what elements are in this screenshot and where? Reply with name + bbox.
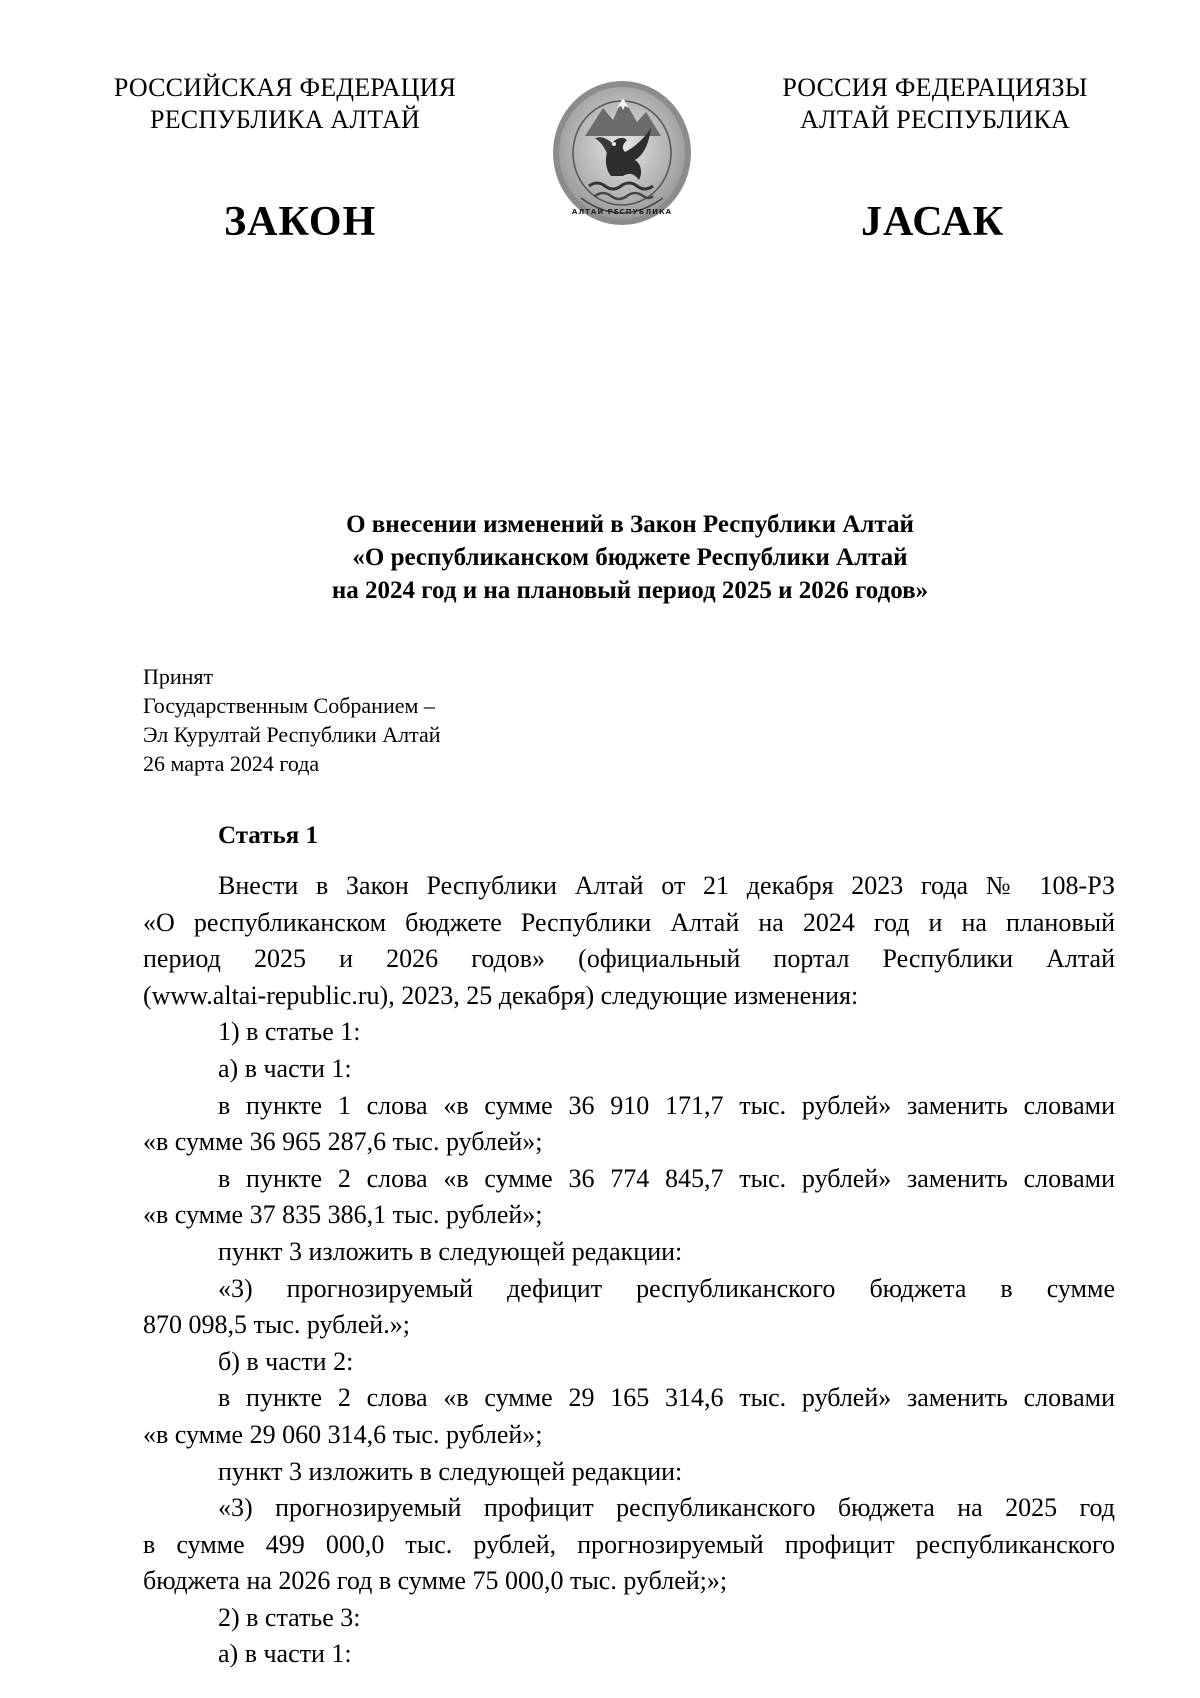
body-line: «О республиканском бюджете Республики Алтай на 2024 год и на плановый [143, 907, 1115, 937]
header-right-line2: АЛТАЙ РЕСПУБЛИКА [800, 105, 1070, 134]
body-line: «в сумме 36 965 287,6 тыс. рублей»; [143, 1127, 543, 1157]
body-line: (www.altai-republic.ru), 2023, 25 декабря) следующие изменения: [143, 980, 859, 1010]
body-line: пункт 3 изложить в следующей редакции: [218, 1456, 683, 1486]
body-line: 870 098,5 тыс. рублей.»; [143, 1310, 410, 1340]
body-line: бюджета на 2026 год в сумме 75 000,0 тыс. рублей;»; [143, 1566, 728, 1596]
body-line: б) в части 2: [218, 1346, 354, 1376]
article-body [143, 868, 1115, 1673]
header-right-altai [740, 72, 1130, 136]
article-heading: Статья 1 [218, 822, 318, 849]
adoption-block [143, 662, 441, 778]
body-line: а) в части 1: [218, 1639, 352, 1669]
body-line: пункт 3 изложить в следующей редакции: [218, 1236, 683, 1266]
document-title-line3: на 2024 год и на плановый период 2025 и 2026 годов» [331, 577, 929, 604]
body-line: 1) в статье 1: [218, 1017, 361, 1047]
document-title [150, 508, 1110, 607]
body-line: «3) прогнозируемый профицит республиканского бюджета на 2025 год [218, 1493, 1115, 1523]
law-title-altai: JАСАК [861, 199, 1005, 245]
body-line: в сумме 499 000,0 тыс. рублей, прогнозируемый профицит республиканского [143, 1529, 1115, 1559]
emblem-text: АЛТАЙ РЕСПУБЛИКА [571, 208, 673, 216]
header-left-russian [90, 72, 480, 136]
law-title-russian: ЗАКОН [224, 199, 377, 245]
header-right-line1: РОССИЯ ФЕДЕРАЦИЯЗЫ [782, 73, 1088, 102]
body-line: период 2025 и 2026 годов» (официальный портал Республики Алтай [143, 944, 1115, 974]
header-left-line1: РОССИЙСКАЯ ФЕДЕРАЦИЯ [113, 73, 457, 102]
body-line: в пункте 2 слова «в сумме 36 774 845,7 тыс. рублей» заменить словами [218, 1163, 1115, 1193]
header-left-line2: РЕСПУБЛИКА АЛТАЙ [150, 105, 420, 134]
coat-of-arms-icon [551, 78, 693, 228]
body-line: 2) в статье 3: [218, 1602, 361, 1632]
body-line: Внести в Закон Республики Алтай от 21 декабря 2023 года № 108-РЗ [218, 871, 1115, 900]
document-title-line1: О внесении изменений в Закон Республики Алтай [346, 511, 914, 538]
adoption-line1: Принят [143, 664, 214, 689]
body-line: «в сумме 37 835 386,1 тыс. рублей»; [143, 1200, 543, 1230]
body-line: а) в части 1: [218, 1053, 352, 1083]
document-title-line2: «О республиканском бюджете Республики Алтай [352, 544, 908, 571]
adoption-line2: Государственным Собранием – [143, 693, 435, 718]
adoption-line3: Эл Курултай Республики Алтай [143, 722, 441, 747]
body-line: «в сумме 29 060 314,6 тыс. рублей»; [143, 1419, 543, 1449]
body-line: в пункте 2 слова «в сумме 29 165 314,6 тыс. рублей» заменить словами [218, 1383, 1115, 1413]
body-line: «3) прогнозируемый дефицит республиканского бюджета в сумме [218, 1273, 1115, 1303]
adoption-date: 26 марта 2024 года [143, 751, 320, 776]
body-line: в пункте 1 слова «в сумме 36 910 171,7 тыс. рублей» заменить словами [218, 1090, 1115, 1120]
